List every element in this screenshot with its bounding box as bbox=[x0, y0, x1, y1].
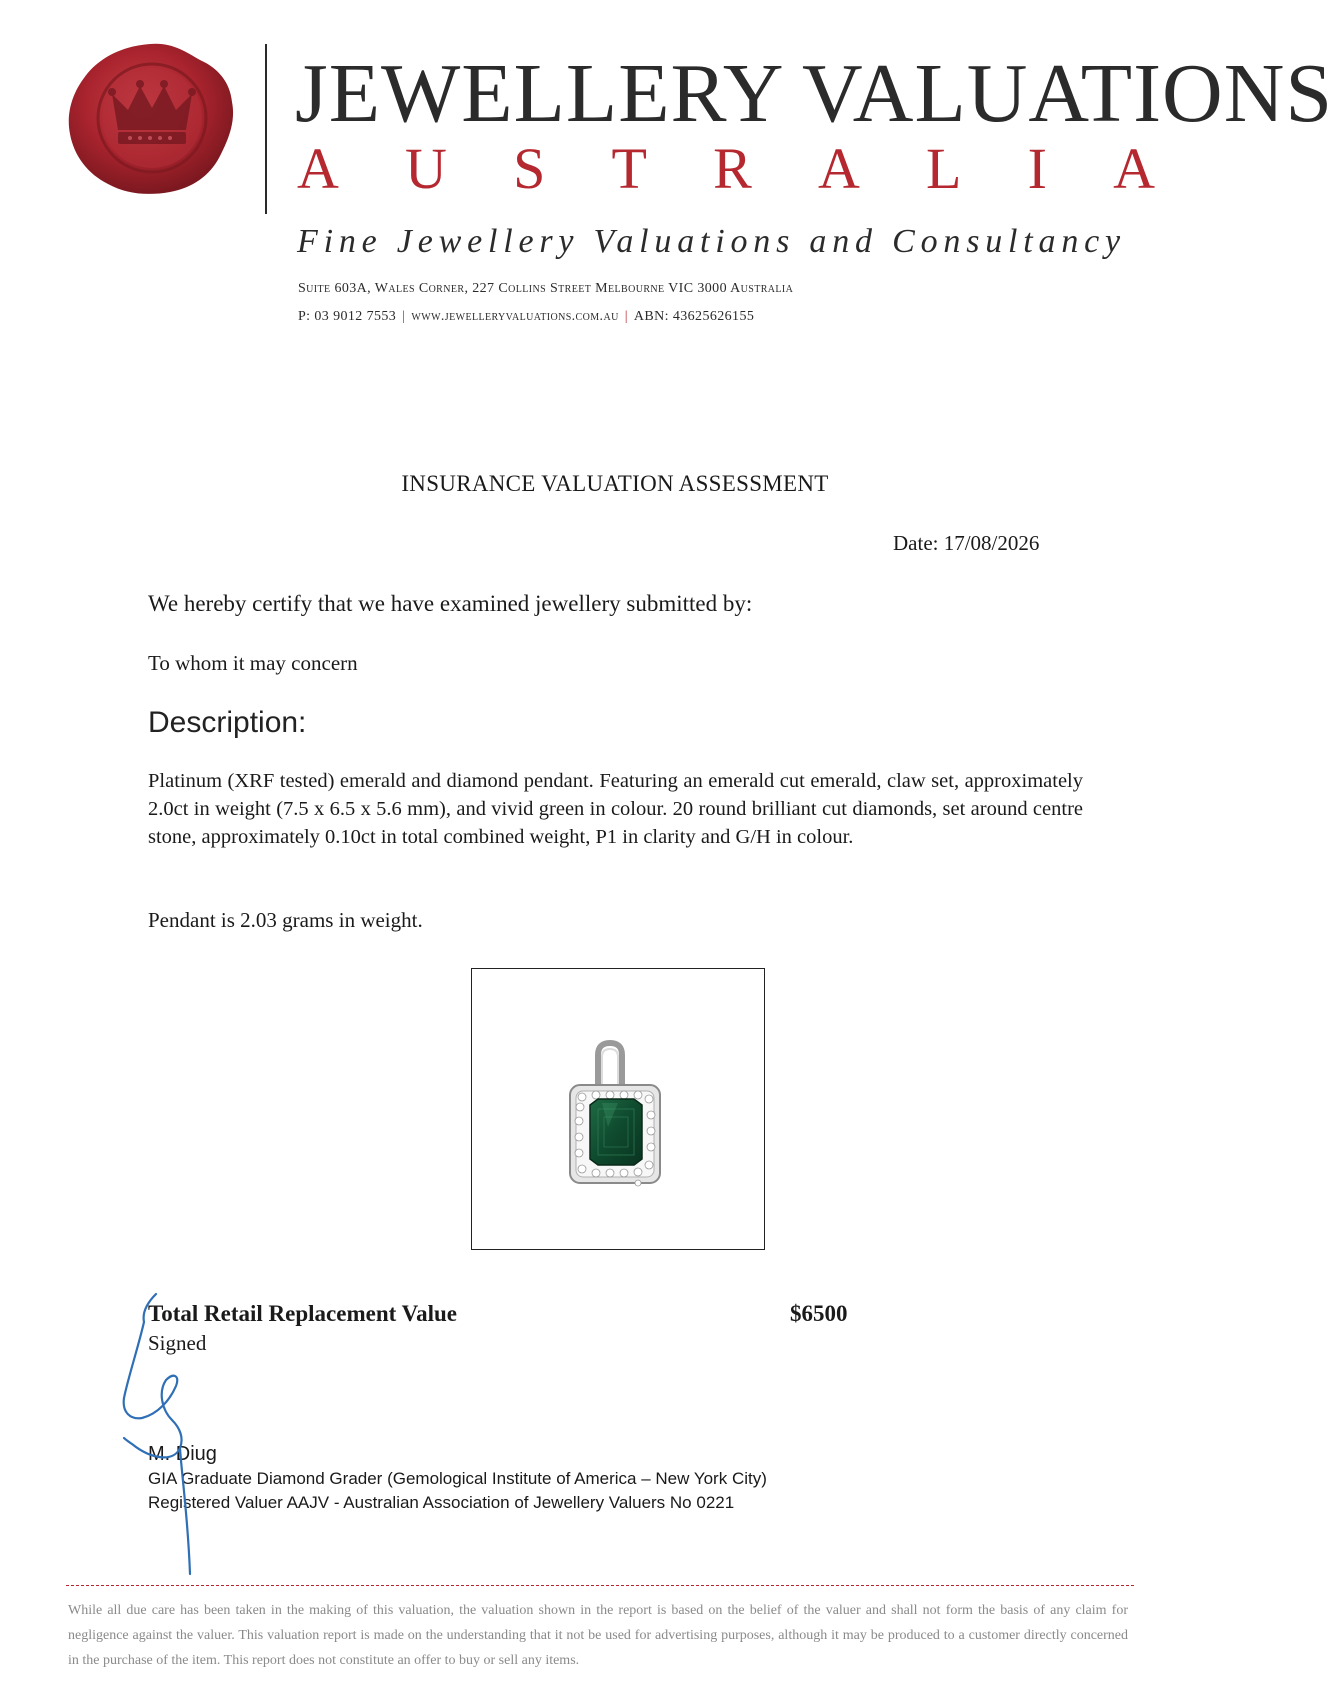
footer-disclaimer: While all due care has been taken in the making of this valuation, the valuation shown in the report is based on the belief of the valuer and shall not form the basis of any claim for negligence against the valuer. This valuation report is made on the understanding that it not be used for advertising purposes, although it may be produced to a customer directly concerned in the purchase of the item. This report does not constitute an offer to buy or sell any items. bbox=[68, 1603, 1128, 1668]
signed-label: Signed bbox=[148, 1331, 207, 1355]
total-value-amount: $6500 bbox=[790, 1301, 848, 1326]
phone-number: P: 03 9012 7553 bbox=[298, 309, 397, 324]
description-heading: Description: bbox=[148, 706, 307, 739]
signer-name: M. Diug bbox=[148, 1443, 217, 1465]
brand-tagline: Fine Jewellery Valuations and Consultancy bbox=[297, 223, 1126, 260]
country-letter: R bbox=[713, 136, 752, 201]
wax-seal-crown-logo bbox=[60, 38, 240, 198]
item-photo-frame bbox=[471, 968, 765, 1250]
handwritten-signature bbox=[118, 1288, 228, 1578]
country-letter: A bbox=[297, 136, 339, 201]
signer-credential-gia: GIA Graduate Diamond Grader (Gemological Institute of America – New York City) bbox=[148, 1469, 767, 1488]
brand-name: JEWELLERY VALUATIONS bbox=[295, 47, 1333, 140]
pendant-image bbox=[472, 969, 763, 1248]
country-letter: T bbox=[611, 136, 647, 201]
document-date: Date: 17/08/2026 bbox=[893, 531, 1040, 555]
website-link: www.jewelleryvaluations.com.au bbox=[411, 309, 619, 324]
country-letter: S bbox=[513, 136, 546, 201]
country-letter: L bbox=[926, 136, 962, 201]
total-value-label: Total Retail Replacement Value bbox=[148, 1301, 457, 1326]
document-title: INSURANCE VALUATION ASSESSMENT bbox=[401, 471, 829, 496]
country-letter: A bbox=[817, 136, 860, 201]
contact-separator: | bbox=[402, 309, 406, 324]
recipient: To whom it may concern bbox=[148, 651, 358, 675]
country-letter: I bbox=[1027, 136, 1047, 201]
contact-line bbox=[298, 308, 754, 326]
certify-statement: We hereby certify that we have examined jewellery submitted by: bbox=[148, 591, 753, 616]
weight-statement: Pendant is 2.03 grams in weight. bbox=[148, 908, 423, 932]
business-address: Suite 603A, Wales Corner, 227 Collins Street Melbourne VIC 3000 Australia bbox=[298, 281, 794, 296]
letterhead-divider bbox=[265, 44, 267, 214]
description-text: Platinum (XRF tested) emerald and diamond pendant. Featuring an emerald cut emerald, claw set, approximately 2.0ct in weight (7.5 x 6.5 x 5.6 mm), and vivid green in colour. 20 round brilliant cut diamonds, set around centre stone, approximately 0.10ct in total combined weight, P1 in clarity and G/H in colour. bbox=[148, 770, 1083, 848]
signer-credential-aajv: Registered Valuer AAJV - Australian Association of Jewellery Valuers No 0221 bbox=[148, 1493, 735, 1512]
country-letter: U bbox=[405, 136, 447, 201]
brand-country bbox=[297, 136, 1155, 201]
country-letter: A bbox=[1113, 136, 1155, 201]
abn-number: ABN: 43625626155 bbox=[633, 309, 755, 324]
contact-separator: | bbox=[624, 309, 628, 324]
footer-divider bbox=[66, 1585, 1134, 1586]
